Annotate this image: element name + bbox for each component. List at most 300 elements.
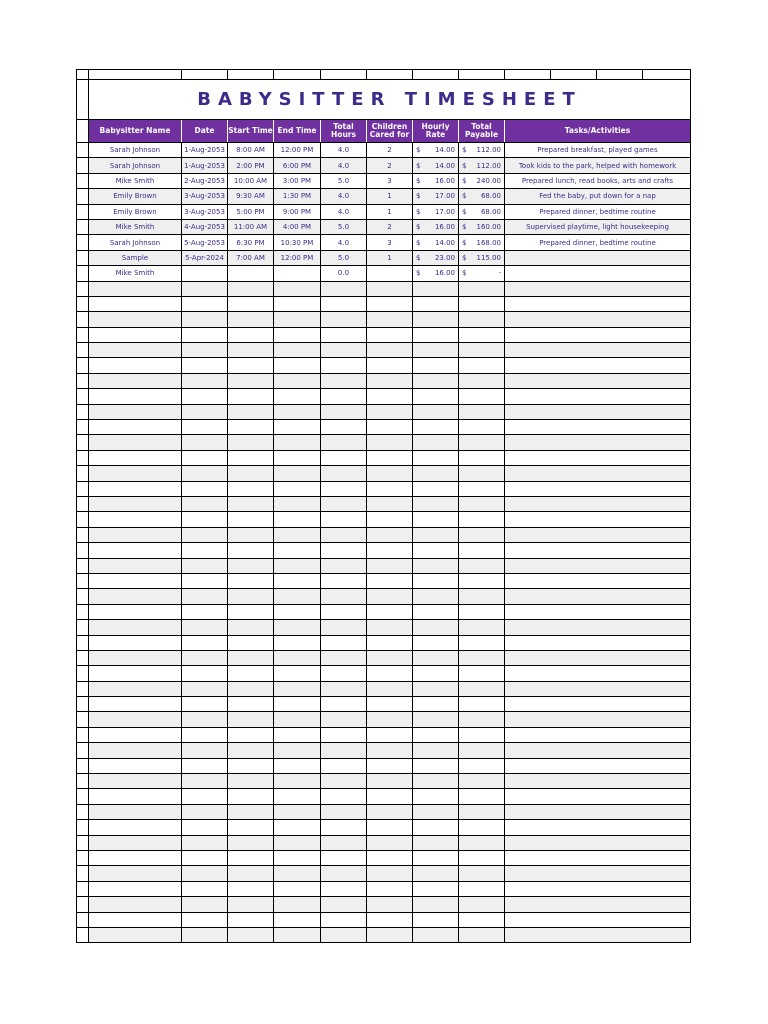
cell-tasks[interactable] <box>505 420 690 434</box>
cell-date[interactable] <box>182 297 228 311</box>
cell-name[interactable]: Sample <box>89 251 182 265</box>
cell-date[interactable] <box>182 451 228 465</box>
cell-start-time[interactable] <box>228 851 274 865</box>
cell-date[interactable] <box>182 666 228 680</box>
cell-hourly-rate[interactable] <box>413 420 459 434</box>
cell-total-hours[interactable] <box>321 805 367 819</box>
cell-hourly-rate[interactable] <box>413 559 459 573</box>
cell-hourly-rate[interactable] <box>413 158 459 172</box>
cell-start-time[interactable] <box>228 405 274 419</box>
cell-start-time[interactable] <box>228 512 274 526</box>
cell-tasks[interactable] <box>505 312 690 326</box>
cell-children[interactable]: 2 <box>367 143 413 157</box>
cell-date[interactable]: 1-Aug-2053 <box>182 158 228 172</box>
cell-tasks[interactable] <box>505 774 690 788</box>
cell-children[interactable] <box>367 389 413 403</box>
cell-hourly-rate[interactable] <box>413 728 459 742</box>
cell-date[interactable] <box>182 620 228 634</box>
cell-end-time[interactable] <box>274 405 321 419</box>
cell-date[interactable] <box>182 589 228 603</box>
cell-total-payable[interactable] <box>459 789 505 803</box>
cell-date[interactable]: 1-Aug-2053 <box>182 143 228 157</box>
cell-end-time[interactable] <box>274 435 321 449</box>
cell-children[interactable] <box>367 559 413 573</box>
cell-name[interactable] <box>89 882 182 896</box>
cell-end-time[interactable] <box>274 851 321 865</box>
cell-total-payable[interactable] <box>459 913 505 927</box>
cell-tasks[interactable] <box>505 820 690 834</box>
cell-end-time[interactable] <box>274 543 321 557</box>
cell-total-hours[interactable] <box>321 543 367 557</box>
cell-total-hours[interactable] <box>321 497 367 511</box>
cell-total-hours[interactable]: 4.0 <box>321 158 367 172</box>
cell-children[interactable] <box>367 297 413 311</box>
cell-total-hours[interactable] <box>321 374 367 388</box>
cell-date[interactable]: 4-Aug-2053 <box>182 220 228 234</box>
cell-name[interactable] <box>89 343 182 357</box>
cell-date[interactable] <box>182 405 228 419</box>
cell-children[interactable] <box>367 466 413 480</box>
cell-tasks[interactable] <box>505 712 690 726</box>
cell-date[interactable] <box>182 897 228 911</box>
cell-hourly-rate[interactable] <box>413 451 459 465</box>
cell-start-time[interactable] <box>228 297 274 311</box>
cell-date[interactable] <box>182 866 228 880</box>
cell-hourly-rate[interactable] <box>413 512 459 526</box>
cell-children[interactable] <box>367 636 413 650</box>
cell-total-payable[interactable] <box>459 297 505 311</box>
cell-date[interactable] <box>182 789 228 803</box>
cell-children[interactable] <box>367 743 413 757</box>
cell-tasks[interactable] <box>505 328 690 342</box>
cell-children[interactable] <box>367 651 413 665</box>
cell-start-time[interactable] <box>228 728 274 742</box>
cell-name[interactable] <box>89 389 182 403</box>
cell-date[interactable] <box>182 774 228 788</box>
cell-name[interactable] <box>89 913 182 927</box>
cell-tasks[interactable] <box>505 897 690 911</box>
cell-name[interactable] <box>89 435 182 449</box>
cell-hourly-rate[interactable] <box>413 189 459 203</box>
cell-end-time[interactable] <box>274 836 321 850</box>
cell-start-time[interactable]: 2:00 PM <box>228 158 274 172</box>
cell-tasks[interactable] <box>505 435 690 449</box>
cell-name[interactable] <box>89 451 182 465</box>
cell-name[interactable] <box>89 682 182 696</box>
cell-start-time[interactable] <box>228 559 274 573</box>
cell-total-payable[interactable] <box>459 220 505 234</box>
cell-tasks[interactable] <box>505 559 690 573</box>
cell-name[interactable]: Mike Smith <box>89 220 182 234</box>
cell-tasks[interactable] <box>505 343 690 357</box>
cell-hourly-rate[interactable] <box>413 836 459 850</box>
cell-start-time[interactable] <box>228 374 274 388</box>
cell-total-payable[interactable] <box>459 451 505 465</box>
cell-children[interactable] <box>367 374 413 388</box>
cell-total-payable[interactable] <box>459 651 505 665</box>
cell-start-time[interactable] <box>228 482 274 496</box>
cell-start-time[interactable] <box>228 528 274 542</box>
cell-date[interactable] <box>182 420 228 434</box>
cell-name[interactable] <box>89 497 182 511</box>
cell-name[interactable] <box>89 897 182 911</box>
cell-hourly-rate[interactable] <box>413 389 459 403</box>
cell-total-hours[interactable] <box>321 866 367 880</box>
cell-total-payable[interactable] <box>459 328 505 342</box>
cell-tasks[interactable] <box>505 636 690 650</box>
cell-start-time[interactable] <box>228 759 274 773</box>
cell-start-time[interactable]: 5:00 PM <box>228 205 274 219</box>
cell-total-hours[interactable] <box>321 605 367 619</box>
cell-name[interactable] <box>89 743 182 757</box>
cell-children[interactable] <box>367 728 413 742</box>
cell-hourly-rate[interactable] <box>413 820 459 834</box>
cell-total-hours[interactable] <box>321 774 367 788</box>
cell-date[interactable] <box>182 435 228 449</box>
cell-tasks[interactable] <box>505 358 690 372</box>
cell-end-time[interactable] <box>274 805 321 819</box>
cell-date[interactable] <box>182 836 228 850</box>
cell-total-payable[interactable] <box>459 697 505 711</box>
cell-date[interactable] <box>182 882 228 896</box>
cell-end-time[interactable] <box>274 374 321 388</box>
cell-date[interactable] <box>182 636 228 650</box>
cell-date[interactable] <box>182 466 228 480</box>
cell-total-payable[interactable] <box>459 851 505 865</box>
cell-start-time[interactable] <box>228 358 274 372</box>
cell-total-payable[interactable] <box>459 497 505 511</box>
cell-date[interactable] <box>182 358 228 372</box>
cell-end-time[interactable]: 10:30 PM <box>274 235 321 249</box>
cell-end-time[interactable]: 6:00 PM <box>274 158 321 172</box>
cell-total-payable[interactable] <box>459 512 505 526</box>
cell-hourly-rate[interactable] <box>413 482 459 496</box>
cell-name[interactable]: Mike Smith <box>89 266 182 280</box>
cell-tasks[interactable]: Prepared lunch, read books, arts and crafts <box>521 176 674 185</box>
cell-total-payable[interactable] <box>459 420 505 434</box>
cell-tasks[interactable] <box>505 805 690 819</box>
cell-children[interactable] <box>367 574 413 588</box>
cell-tasks[interactable] <box>505 374 690 388</box>
cell-start-time[interactable]: 10:00 AM <box>228 174 274 188</box>
cell-end-time[interactable]: 4:00 PM <box>274 220 321 234</box>
cell-name[interactable] <box>89 312 182 326</box>
cell-date[interactable] <box>182 697 228 711</box>
cell-end-time[interactable] <box>274 574 321 588</box>
cell-children[interactable] <box>367 666 413 680</box>
cell-name[interactable]: Emily Brown <box>89 205 182 219</box>
cell-date[interactable] <box>182 574 228 588</box>
cell-total-payable[interactable] <box>459 358 505 372</box>
cell-end-time[interactable] <box>274 820 321 834</box>
cell-end-time[interactable] <box>274 651 321 665</box>
cell-total-hours[interactable]: 5.0 <box>321 251 367 265</box>
cell-total-hours[interactable] <box>321 851 367 865</box>
cell-children[interactable] <box>367 820 413 834</box>
cell-tasks[interactable] <box>505 574 690 588</box>
cell-start-time[interactable] <box>228 389 274 403</box>
cell-hourly-rate[interactable] <box>413 143 459 157</box>
cell-date[interactable] <box>182 343 228 357</box>
cell-tasks[interactable] <box>505 589 690 603</box>
cell-total-payable[interactable] <box>459 466 505 480</box>
cell-total-hours[interactable] <box>321 882 367 896</box>
cell-hourly-rate[interactable] <box>413 174 459 188</box>
cell-name[interactable] <box>89 820 182 834</box>
cell-hourly-rate[interactable] <box>413 358 459 372</box>
cell-tasks[interactable] <box>505 620 690 634</box>
cell-total-payable[interactable] <box>459 389 505 403</box>
cell-start-time[interactable] <box>228 805 274 819</box>
cell-total-hours[interactable]: 5.0 <box>321 174 367 188</box>
cell-tasks[interactable] <box>505 543 690 557</box>
cell-end-time[interactable] <box>274 636 321 650</box>
cell-total-payable[interactable] <box>459 866 505 880</box>
cell-total-payable[interactable] <box>459 528 505 542</box>
cell-hourly-rate[interactable] <box>413 913 459 927</box>
cell-children[interactable]: 2 <box>367 220 413 234</box>
cell-name[interactable] <box>89 282 182 296</box>
cell-total-hours[interactable] <box>321 836 367 850</box>
cell-hourly-rate[interactable] <box>413 636 459 650</box>
cell-end-time[interactable] <box>274 282 321 296</box>
cell-total-payable[interactable] <box>459 728 505 742</box>
cell-children[interactable]: 3 <box>367 235 413 249</box>
cell-hourly-rate[interactable] <box>413 282 459 296</box>
cell-children[interactable] <box>367 805 413 819</box>
cell-children[interactable] <box>367 682 413 696</box>
cell-total-payable[interactable] <box>459 897 505 911</box>
cell-total-payable[interactable] <box>459 743 505 757</box>
cell-total-hours[interactable]: 0.0 <box>321 266 367 280</box>
cell-start-time[interactable] <box>228 913 274 927</box>
cell-start-time[interactable] <box>228 836 274 850</box>
cell-end-time[interactable] <box>274 913 321 927</box>
cell-start-time[interactable] <box>228 882 274 896</box>
cell-hourly-rate[interactable] <box>413 328 459 342</box>
cell-end-time[interactable] <box>274 559 321 573</box>
cell-start-time[interactable] <box>228 328 274 342</box>
cell-start-time[interactable] <box>228 820 274 834</box>
cell-children[interactable] <box>367 712 413 726</box>
cell-hourly-rate[interactable] <box>413 651 459 665</box>
cell-children[interactable] <box>367 913 413 927</box>
cell-total-payable[interactable] <box>459 482 505 496</box>
cell-total-payable[interactable] <box>459 435 505 449</box>
cell-date[interactable] <box>182 728 228 742</box>
cell-total-hours[interactable] <box>321 528 367 542</box>
cell-children[interactable] <box>367 451 413 465</box>
cell-children[interactable] <box>367 435 413 449</box>
cell-name[interactable] <box>89 358 182 372</box>
cell-start-time[interactable]: 8:00 AM <box>228 143 274 157</box>
cell-start-time[interactable] <box>228 666 274 680</box>
cell-hourly-rate[interactable] <box>413 251 459 265</box>
cell-tasks[interactable]: Prepared dinner, bedtime routine <box>539 207 656 216</box>
cell-hourly-rate[interactable] <box>413 605 459 619</box>
cell-children[interactable] <box>367 928 413 942</box>
cell-start-time[interactable]: 7:00 AM <box>228 251 274 265</box>
cell-total-hours[interactable]: 5.0 <box>321 220 367 234</box>
cell-start-time[interactable] <box>228 282 274 296</box>
cell-end-time[interactable] <box>274 759 321 773</box>
cell-tasks[interactable] <box>505 389 690 403</box>
cell-start-time[interactable] <box>228 897 274 911</box>
cell-name[interactable] <box>89 528 182 542</box>
cell-end-time[interactable] <box>274 497 321 511</box>
cell-total-hours[interactable] <box>321 574 367 588</box>
cell-children[interactable] <box>367 328 413 342</box>
cell-name[interactable]: Sarah Johnson <box>89 143 182 157</box>
cell-start-time[interactable] <box>228 712 274 726</box>
cell-hourly-rate[interactable] <box>413 682 459 696</box>
cell-name[interactable] <box>89 589 182 603</box>
cell-total-hours[interactable] <box>321 482 367 496</box>
cell-hourly-rate[interactable] <box>413 666 459 680</box>
cell-children[interactable] <box>367 543 413 557</box>
cell-tasks[interactable] <box>505 651 690 665</box>
cell-tasks[interactable] <box>505 851 690 865</box>
cell-tasks[interactable] <box>505 405 690 419</box>
cell-date[interactable] <box>182 913 228 927</box>
cell-name[interactable] <box>89 759 182 773</box>
cell-end-time[interactable] <box>274 358 321 372</box>
cell-name[interactable] <box>89 620 182 634</box>
cell-end-time[interactable] <box>274 512 321 526</box>
cell-tasks[interactable] <box>505 697 690 711</box>
cell-tasks[interactable] <box>505 759 690 773</box>
cell-total-hours[interactable]: 4.0 <box>321 143 367 157</box>
cell-total-payable[interactable] <box>459 158 505 172</box>
cell-date[interactable] <box>182 543 228 557</box>
cell-total-hours[interactable] <box>321 820 367 834</box>
cell-start-time[interactable] <box>228 928 274 942</box>
cell-total-payable[interactable] <box>459 374 505 388</box>
cell-tasks[interactable] <box>505 913 690 927</box>
cell-tasks[interactable] <box>505 682 690 696</box>
cell-date[interactable] <box>182 312 228 326</box>
cell-total-hours[interactable] <box>321 358 367 372</box>
cell-total-hours[interactable] <box>321 789 367 803</box>
cell-children[interactable] <box>367 697 413 711</box>
cell-start-time[interactable] <box>228 266 274 280</box>
cell-tasks[interactable] <box>505 528 690 542</box>
cell-end-time[interactable] <box>274 420 321 434</box>
cell-date[interactable] <box>182 389 228 403</box>
cell-end-time[interactable] <box>274 312 321 326</box>
cell-total-payable[interactable] <box>459 820 505 834</box>
cell-children[interactable] <box>367 897 413 911</box>
cell-total-payable[interactable] <box>459 620 505 634</box>
cell-total-payable[interactable] <box>459 251 505 265</box>
cell-hourly-rate[interactable] <box>413 312 459 326</box>
cell-total-payable[interactable] <box>459 759 505 773</box>
cell-end-time[interactable]: 3:00 PM <box>274 174 321 188</box>
cell-date[interactable]: 2-Aug-2053 <box>182 174 228 188</box>
cell-start-time[interactable] <box>228 789 274 803</box>
cell-total-hours[interactable] <box>321 282 367 296</box>
cell-total-payable[interactable] <box>459 312 505 326</box>
cell-end-time[interactable] <box>274 697 321 711</box>
cell-children[interactable] <box>367 266 413 280</box>
cell-date[interactable] <box>182 282 228 296</box>
cell-total-hours[interactable] <box>321 343 367 357</box>
cell-tasks[interactable] <box>505 743 690 757</box>
cell-children[interactable] <box>367 497 413 511</box>
cell-total-payable[interactable] <box>459 282 505 296</box>
cell-end-time[interactable]: 12:00 PM <box>274 143 321 157</box>
cell-date[interactable]: 3-Aug-2053 <box>182 189 228 203</box>
cell-hourly-rate[interactable] <box>413 759 459 773</box>
cell-tasks[interactable] <box>505 497 690 511</box>
cell-date[interactable] <box>182 820 228 834</box>
cell-date[interactable] <box>182 482 228 496</box>
cell-total-hours[interactable] <box>321 913 367 927</box>
cell-start-time[interactable] <box>228 574 274 588</box>
cell-date[interactable] <box>182 759 228 773</box>
cell-total-payable[interactable] <box>459 189 505 203</box>
cell-hourly-rate[interactable] <box>413 220 459 234</box>
cell-total-hours[interactable] <box>321 328 367 342</box>
cell-total-hours[interactable] <box>321 435 367 449</box>
cell-total-hours[interactable]: 4.0 <box>321 235 367 249</box>
cell-date[interactable]: 5-Apr-2024 <box>182 251 228 265</box>
cell-end-time[interactable] <box>274 343 321 357</box>
cell-end-time[interactable] <box>274 389 321 403</box>
cell-total-hours[interactable] <box>321 928 367 942</box>
cell-name[interactable] <box>89 789 182 803</box>
cell-hourly-rate[interactable] <box>413 266 459 280</box>
cell-end-time[interactable]: 9:00 PM <box>274 205 321 219</box>
cell-date[interactable] <box>182 528 228 542</box>
cell-tasks[interactable] <box>505 728 690 742</box>
cell-name[interactable] <box>89 851 182 865</box>
cell-start-time[interactable]: 6:30 PM <box>228 235 274 249</box>
cell-total-payable[interactable] <box>459 405 505 419</box>
cell-total-hours[interactable] <box>321 743 367 757</box>
cell-start-time[interactable] <box>228 343 274 357</box>
cell-hourly-rate[interactable] <box>413 882 459 896</box>
cell-end-time[interactable] <box>274 266 321 280</box>
cell-start-time[interactable] <box>228 636 274 650</box>
cell-tasks[interactable] <box>505 266 690 280</box>
cell-start-time[interactable] <box>228 312 274 326</box>
cell-children[interactable]: 1 <box>367 189 413 203</box>
cell-name[interactable] <box>89 866 182 880</box>
cell-hourly-rate[interactable] <box>413 343 459 357</box>
cell-end-time[interactable] <box>274 605 321 619</box>
cell-end-time[interactable] <box>274 789 321 803</box>
cell-start-time[interactable] <box>228 774 274 788</box>
cell-name[interactable] <box>89 697 182 711</box>
cell-start-time[interactable] <box>228 420 274 434</box>
cell-children[interactable] <box>367 620 413 634</box>
cell-date[interactable] <box>182 712 228 726</box>
cell-total-hours[interactable] <box>321 405 367 419</box>
cell-name[interactable] <box>89 559 182 573</box>
cell-start-time[interactable] <box>228 466 274 480</box>
cell-total-payable[interactable] <box>459 266 505 280</box>
cell-start-time[interactable] <box>228 435 274 449</box>
cell-total-hours[interactable] <box>321 389 367 403</box>
cell-start-time[interactable] <box>228 543 274 557</box>
cell-start-time[interactable] <box>228 605 274 619</box>
cell-hourly-rate[interactable] <box>413 928 459 942</box>
cell-date[interactable] <box>182 512 228 526</box>
cell-name[interactable] <box>89 712 182 726</box>
cell-start-time[interactable] <box>228 589 274 603</box>
cell-children[interactable] <box>367 851 413 865</box>
